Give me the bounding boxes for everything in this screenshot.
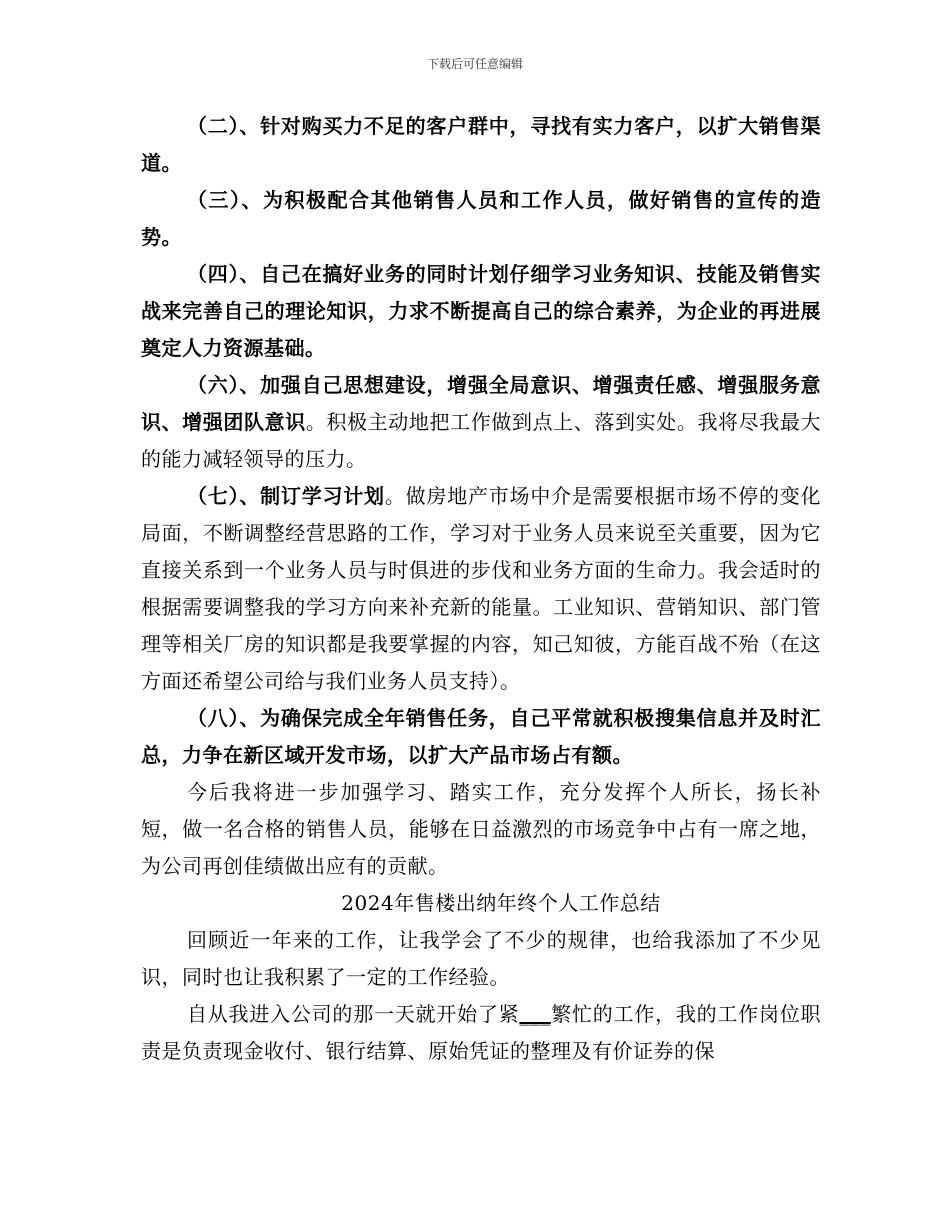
fill-blank: ___ bbox=[519, 1002, 551, 1026]
paragraph-7 bbox=[141, 478, 821, 700]
bold-text: （六）、加强自己思想建设，增强全局意识、增强责任感、增强服务意识、增强团队意识 bbox=[141, 373, 821, 434]
bold-text: （四）、自己在搞好业务的同时计划仔细学习业务知识、技能及销售实战来完善自己的理论知识，力求不断提高自己的综合素养，为企业的再进展奠定人力资源基础。 bbox=[141, 262, 821, 360]
bold-text: （二）、针对购买力不足的客户群中，寻找有实力客户，以扩大销售渠道。 bbox=[141, 114, 821, 175]
bold-text: （七）、制订学习计划 bbox=[187, 484, 385, 508]
summary-text-after: 繁忙的工作，我的工作岗位职责是负责现金收付、银行结算、原始凭证的整理及有价证券的保 bbox=[141, 1002, 822, 1063]
paragraph-2 bbox=[141, 108, 821, 182]
bold-text: （八）、为确保完成全年销售任务，自己平常就积极搜集信息并及时汇总，力争在新区域开发市场，以扩大产品市场占有额。 bbox=[141, 706, 821, 767]
normal-text: 。做房地产市场中介是需要根据市场不停的变化局面，不断调整经营思路的工作，学习对于业务人员来说至关重要，因为它直接关系到一个业务人员与时俱进的步伐和业务方面的生命力。我会适时的根据需要调整我的学习方向来补充新的能量。工业知识、营销知识、部门管理等相关厂房的知识都是我要掌握的内容，知己知彼，方能百战不殆（在这方面还希望公司给与我们业务人员支持）。 bbox=[141, 484, 822, 693]
normal-text: 。积极主动地把工作做到点上、落到实处。我将尽我最大的能力减轻领导的压力。 bbox=[141, 410, 821, 471]
normal-text: 今后我将进一步加强学习、踏实工作，充分发挥个人所长，扬长补短，做一名合格的销售人员，能够在日益激烈的市场竞争中占有一席之地，为公司再创佳绩做出应有的贡献。 bbox=[141, 780, 821, 878]
bold-text: （三）、为积极配合其他销售人员和工作人员，做好销售的宣传的造势。 bbox=[141, 188, 821, 249]
paragraph-6 bbox=[141, 367, 821, 478]
summary-paragraph-2 bbox=[141, 996, 821, 1070]
paragraph-4 bbox=[141, 256, 821, 367]
document-body bbox=[141, 108, 821, 1070]
paragraph-closing bbox=[141, 774, 821, 885]
paragraph-3 bbox=[141, 182, 821, 256]
summary-text-before: 自从我进入公司的那一天就开始了紧 bbox=[187, 1002, 520, 1026]
summary-paragraph-1: 回顾近一年来的工作，让我学会了不少的规律，也给我添加了不少见识，同时也让我积累了一定的工作经验。 bbox=[141, 928, 821, 989]
page-header: 下载后可任意编辑 bbox=[426, 57, 523, 71]
section-title: 2024年售楼出纳年终个人工作总结 bbox=[341, 891, 661, 915]
paragraph-8 bbox=[141, 700, 821, 774]
